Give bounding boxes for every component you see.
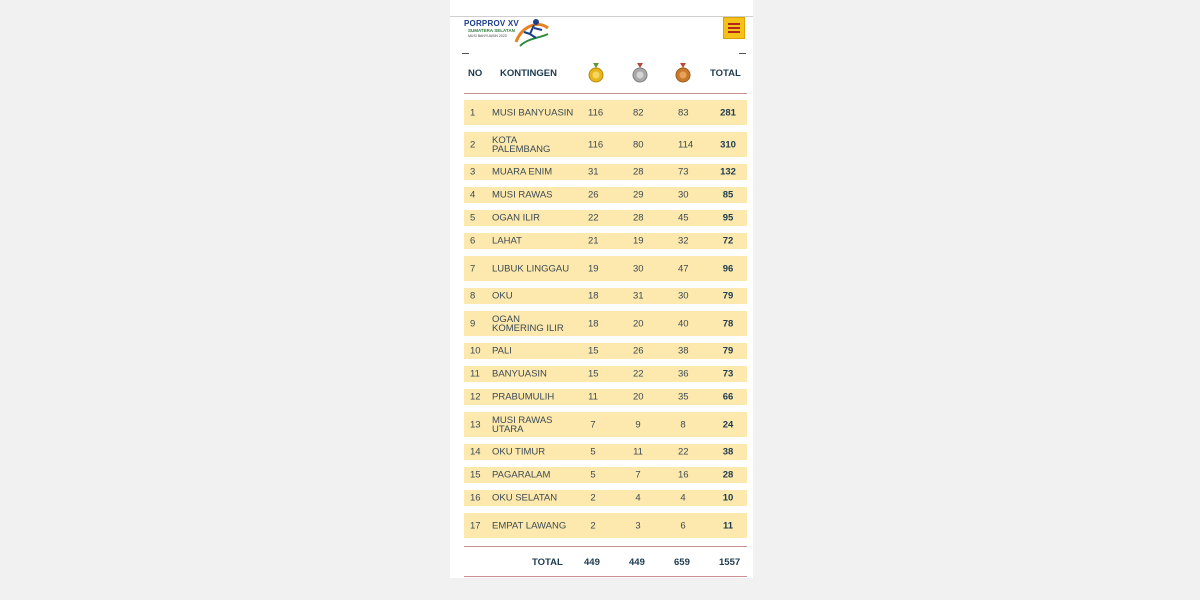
row-kontingen-name: BANYUASIN — [492, 368, 547, 380]
row-total-count: 96 — [722, 263, 734, 274]
header-divider — [464, 93, 747, 94]
row-bronze-count: 6 — [680, 520, 686, 531]
menu-bar — [728, 27, 740, 29]
row-total-count: 85 — [722, 189, 734, 201]
row-bronze-count: 73 — [678, 166, 689, 178]
row-silver-count: 7 — [635, 469, 641, 481]
table-footer — [464, 557, 747, 569]
table-row — [464, 490, 747, 506]
row-total-count: 132 — [720, 166, 736, 178]
row-gold-count: 2 — [590, 520, 596, 531]
footer-total-label: TOTAL — [532, 557, 563, 568]
row-bronze-count: 36 — [678, 368, 689, 380]
row-number: 1 — [470, 107, 476, 118]
row-total-count: 78 — [722, 318, 734, 329]
row-total-count: 281 — [720, 107, 736, 118]
table-row — [464, 366, 747, 382]
row-silver-count: 28 — [633, 166, 644, 178]
row-bronze-count: 114 — [678, 139, 694, 150]
row-number: 17 — [470, 520, 481, 531]
row-silver-count: 82 — [633, 107, 644, 118]
bronze-medal-icon — [675, 63, 691, 83]
table-row — [464, 256, 747, 281]
row-silver-count: 20 — [633, 391, 644, 403]
row-number: 6 — [470, 235, 476, 247]
row-silver-count: 80 — [633, 139, 644, 150]
row-total-count: 66 — [722, 391, 734, 403]
row-kontingen-name: KOTA PALEMBANG — [492, 134, 551, 155]
row-number: 10 — [470, 345, 481, 357]
row-total-count: 11 — [722, 520, 734, 531]
table-row — [464, 164, 747, 180]
row-silver-count: 28 — [633, 212, 644, 224]
row-silver-count: 29 — [633, 189, 644, 201]
row-bronze-count: 45 — [678, 212, 689, 224]
row-silver-count: 4 — [635, 492, 641, 504]
footer-gold-total: 449 — [584, 557, 600, 568]
row-silver-count: 19 — [633, 235, 644, 247]
table-row — [464, 288, 747, 304]
row-silver-count: 11 — [633, 446, 643, 458]
row-kontingen-name: LAHAT — [492, 235, 522, 247]
footer-divider-top — [464, 546, 747, 547]
row-gold-count: 15 — [588, 368, 599, 380]
row-bronze-count: 35 — [678, 391, 689, 403]
row-kontingen-name: EMPAT LAWANG — [492, 520, 567, 531]
row-bronze-count: 4 — [680, 492, 686, 504]
table-row — [464, 412, 747, 437]
row-number: 3 — [470, 166, 476, 178]
row-gold-count: 5 — [590, 469, 596, 481]
row-total-count: 95 — [722, 212, 734, 224]
row-kontingen-name: PRABUMULIH — [492, 391, 555, 403]
row-gold-count: 11 — [588, 391, 598, 403]
logo-title: PORPROV XV — [464, 19, 519, 28]
row-total-count: 38 — [722, 446, 734, 458]
row-total-count: 24 — [722, 419, 734, 430]
row-total-count: 72 — [722, 235, 734, 247]
logo-tag: MUSI BANYUASIN 2023 — [468, 34, 507, 38]
menu-bar — [728, 23, 740, 25]
header-no: NO — [468, 68, 483, 79]
table-row — [464, 467, 747, 483]
row-kontingen-name: MUARA ENIM — [492, 166, 553, 178]
row-gold-count: 5 — [590, 446, 596, 458]
row-silver-count: 20 — [633, 318, 644, 329]
row-bronze-count: 30 — [678, 290, 689, 302]
row-gold-count: 18 — [588, 318, 599, 329]
divider-dash — [739, 53, 746, 54]
row-number: 7 — [470, 263, 476, 274]
row-silver-count: 30 — [633, 263, 644, 274]
row-gold-count: 15 — [588, 345, 599, 357]
table-header — [450, 66, 753, 82]
row-kontingen-name: OKU SELATAN — [492, 492, 558, 504]
row-number: 11 — [470, 368, 480, 380]
gold-medal-icon — [588, 63, 604, 83]
row-bronze-count: 40 — [678, 318, 689, 329]
row-kontingen-name: MUSI RAWAS — [492, 189, 553, 201]
row-silver-count: 22 — [633, 368, 644, 380]
divider-dash — [462, 53, 469, 54]
table-row — [464, 444, 747, 460]
footer-silver-total: 449 — [629, 557, 645, 568]
footer-divider-bottom — [464, 576, 747, 577]
mobile-page — [450, 0, 753, 578]
row-total-count: 310 — [720, 139, 736, 150]
footer-grand-total: 1557 — [719, 557, 741, 568]
row-gold-count: 31 — [588, 166, 599, 178]
row-silver-count: 31 — [633, 290, 644, 302]
row-kontingen-name: OKU — [492, 290, 513, 302]
footer-bronze-total: 659 — [674, 557, 690, 568]
row-gold-count: 18 — [588, 290, 599, 302]
row-kontingen-name: MUSI BANYUASIN — [492, 107, 574, 118]
table-row — [464, 513, 747, 538]
row-gold-count: 26 — [588, 189, 599, 201]
row-silver-count: 3 — [635, 520, 641, 531]
table-row — [464, 187, 747, 203]
table-row — [464, 343, 747, 359]
header-total: TOTAL — [710, 68, 741, 79]
row-number: 13 — [470, 419, 481, 430]
row-number: 14 — [470, 446, 481, 458]
row-gold-count: 116 — [588, 107, 604, 118]
row-total-count: 79 — [722, 290, 734, 302]
header-kontingen: KONTINGEN — [500, 68, 557, 79]
row-bronze-count: 16 — [678, 469, 689, 481]
row-number: 15 — [470, 469, 481, 481]
row-number: 2 — [470, 139, 476, 150]
row-total-count: 73 — [722, 368, 734, 380]
logo-subtitle: SUMATERA SELATAN — [468, 28, 515, 33]
table-row — [464, 389, 747, 405]
row-kontingen-name: PALI — [492, 345, 512, 357]
table-row — [464, 100, 747, 125]
row-number: 12 — [470, 391, 481, 403]
row-bronze-count: 8 — [680, 419, 686, 430]
row-bronze-count: 38 — [678, 345, 689, 357]
standings-table-body — [464, 100, 747, 545]
row-bronze-count: 83 — [678, 107, 689, 118]
row-kontingen-name: MUSI RAWAS UTARA — [492, 414, 553, 435]
row-gold-count: 7 — [590, 419, 596, 430]
runner-logo-icon — [512, 16, 552, 50]
row-total-count: 10 — [722, 492, 734, 504]
porprov-logo[interactable] — [462, 16, 552, 50]
row-silver-count: 9 — [635, 419, 641, 430]
row-bronze-count: 47 — [678, 263, 689, 274]
row-gold-count: 22 — [588, 212, 599, 224]
table-row — [464, 132, 747, 157]
menu-bar — [728, 31, 740, 33]
row-bronze-count: 32 — [678, 235, 689, 247]
row-number: 16 — [470, 492, 481, 504]
row-number: 8 — [470, 290, 476, 302]
row-total-count: 79 — [722, 345, 734, 357]
row-gold-count: 116 — [588, 139, 604, 150]
row-bronze-count: 30 — [678, 189, 689, 201]
row-gold-count: 21 — [588, 235, 599, 247]
table-row — [464, 311, 747, 336]
row-gold-count: 2 — [590, 492, 596, 504]
row-total-count: 28 — [722, 469, 734, 481]
silver-medal-icon — [632, 63, 648, 83]
row-bronze-count: 22 — [678, 446, 689, 458]
row-number: 4 — [470, 189, 476, 201]
row-kontingen-name: LUBUK LINGGAU — [492, 263, 570, 274]
row-gold-count: 19 — [588, 263, 599, 274]
row-number: 9 — [470, 318, 476, 329]
table-row — [464, 233, 747, 249]
row-kontingen-name: PAGARALAM — [492, 469, 551, 481]
hamburger-menu-button[interactable] — [723, 17, 745, 39]
row-silver-count: 26 — [633, 345, 644, 357]
row-kontingen-name: OGAN ILIR — [492, 212, 541, 224]
table-row — [464, 210, 747, 226]
row-number: 5 — [470, 212, 476, 224]
row-kontingen-name: OGAN KOMERING ILIR — [492, 313, 564, 334]
row-kontingen-name: OKU TIMUR — [492, 446, 546, 458]
